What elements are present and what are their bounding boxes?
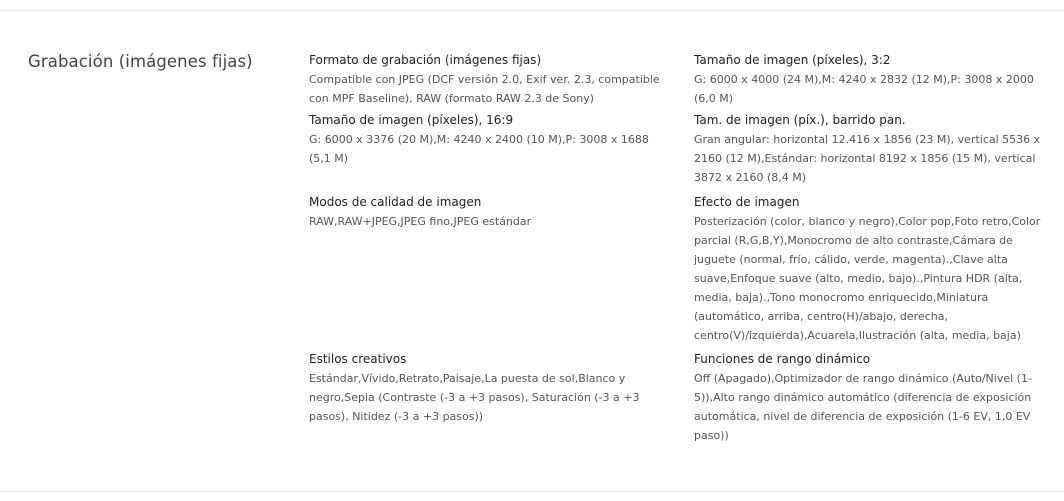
spec-recording-format [309,51,665,108]
spec-value: RAW,RAW+JPEG,JPEG fino,JPEG estándar [309,215,532,228]
spec-image-size-16-9 [309,111,665,168]
spec-creative-styles [309,350,665,426]
spec-label: Formato de grabación (imágenes fijas) [309,53,542,67]
spec-quality-modes [309,193,665,231]
spec-label: Tamaño de imagen (píxeles), 16:9 [309,113,514,127]
spec-value: G: 6000 x 4000 (24 M),M: 4240 x 2832 (12 M),P: 3008 x 2000 (6,0 M) [694,73,1034,105]
spec-label: Tam. de imagen (píx.), barrido pan. [694,113,906,127]
spec-image-effect [694,193,1046,345]
spec-label: Modos de calidad de imagen [309,195,482,209]
spec-value: Gran angular: horizontal 12.416 x 1856 (23 M), vertical 5536 x 2160 (12 M),Estándar: horizontal 8192 x 1856 (15 M), vertical 3872 x 2160 (8,4 M) [694,133,1041,184]
spec-value: Off (Apagado),Optimizador de rango dinámico (Auto/Nivel (1-5)),Alto rango dinámico automático (diferencia de exposición automática, nivel de diferencia de exposición (1-6 EV, 1,0 EV paso)) [694,372,1032,442]
spec-image-size-3-2 [694,51,1046,108]
top-divider [0,10,1064,11]
bottom-divider [0,491,1064,492]
spec-dynamic-range [694,350,1046,445]
spec-label: Funciones de rango dinámico [694,352,871,366]
spec-label: Tamaño de imagen (píxeles), 3:2 [694,53,891,67]
spec-value: Posterización (color, blanco y negro),Color pop,Foto retro,Color parcial (R,G,B,Y),Monocromo de alto contraste,Cámara de juguete (normal, frío, cálido, verde, magenta).,Clave alta suave,Enfoque suave (alto, medio, bajo).,Pintura HDR (alta, media, baja).,Tono monocromo enriquecido,Miniatura (automático, arriba, centro(H)/abajo, derecha, centro(V)/izquierda),Acuarela,Ilustración (alta, media, baja) [694,215,1041,342]
spec-label: Efecto de imagen [694,195,800,209]
spec-label: Estilos creativos [309,352,407,366]
section-title: Grabación (imágenes fijas) [28,52,253,71]
spec-value: G: 6000 x 3376 (20 M),M: 4240 x 2400 (10 M),P: 3008 x 1688 (5,1 M) [309,133,649,165]
spec-value: Compatible con JPEG (DCF versión 2.0, Exif ver. 2.3, compatible con MPF Baseline), RAW (formato RAW 2.3 de Sony) [309,73,660,105]
spec-panorama-size [694,111,1046,187]
spec-value: Estándar,Vívido,Retrato,Paisaje,La puesta de sol,Blanco y negro,Sepia (Contraste (-3 a +3 pasos), Saturación (-3 a +3 pasos), Nitidez (-3 a +3 pasos)) [309,372,640,423]
